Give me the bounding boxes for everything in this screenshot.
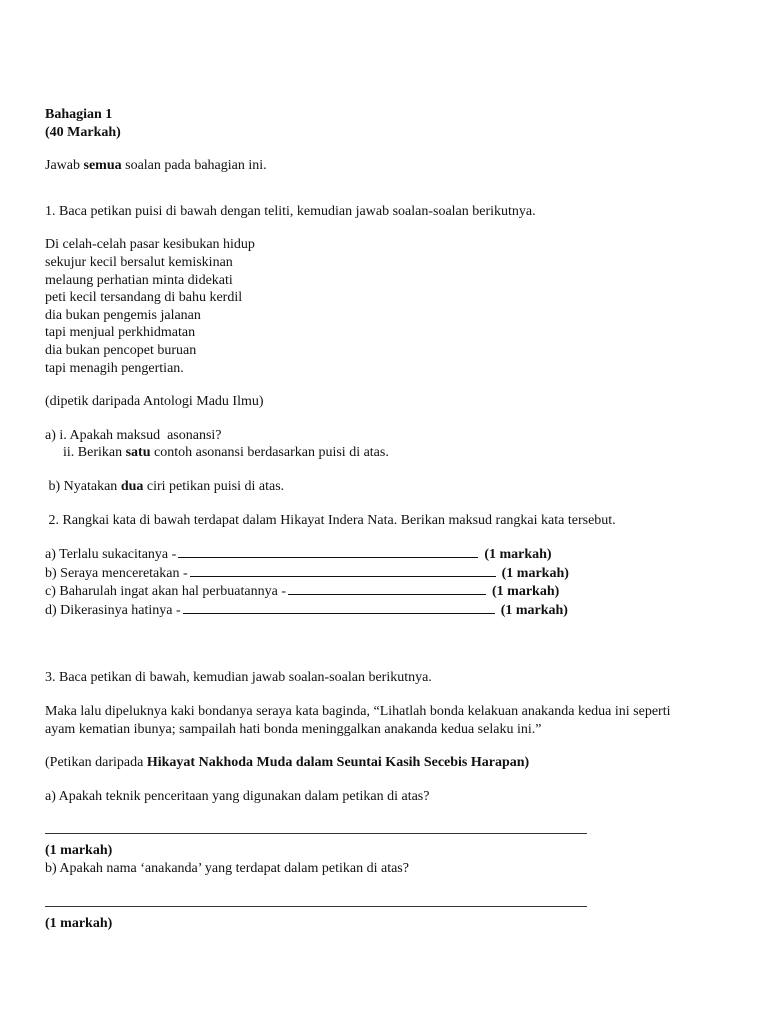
poem-line: dia bukan pengemis jalanan bbox=[45, 307, 201, 323]
poem bbox=[45, 236, 735, 377]
section-marks: (40 Markah) bbox=[45, 124, 121, 140]
q1-a-ii bbox=[45, 444, 735, 462]
q2-item bbox=[45, 601, 735, 620]
q2-item-mark: (1 markah) bbox=[501, 565, 569, 581]
q3-passage-line: ayam kematian ibunya; sampailah hati bonda meninggalkan anakanda kedua selaku ini.” bbox=[45, 721, 542, 737]
answer-blank[interactable] bbox=[288, 582, 486, 595]
poem-line: tapi menjual perkhidmatan bbox=[45, 325, 196, 341]
q1-a-i: a) i. Apakah maksud asonansi? bbox=[45, 427, 222, 443]
q2-item-label: c) Baharulah ingat akan hal perbuatannya - bbox=[45, 584, 287, 600]
answer-blank[interactable] bbox=[178, 545, 478, 558]
q3-a-mark: (1 markah) bbox=[45, 843, 113, 859]
poem-line: peti kecil tersandang di bahu kerdil bbox=[45, 290, 243, 306]
q1-a-ii-bold: satu bbox=[125, 445, 151, 461]
q2-item bbox=[45, 582, 735, 601]
q2-item bbox=[45, 564, 735, 583]
q2-item bbox=[45, 545, 735, 564]
poem-line: melaung perhatian minta didekati bbox=[45, 272, 233, 288]
answer-blank[interactable] bbox=[183, 601, 495, 614]
q2-item-mark: (1 markah) bbox=[492, 584, 560, 600]
instruction-pre: Jawab bbox=[45, 158, 84, 174]
q2-item-label: a) Terlalu sukacitanya - bbox=[45, 547, 177, 563]
poem-line: Di celah-celah pasar kesibukan hidup bbox=[45, 237, 255, 253]
poem-line: sekujur kecil bersalut kemiskinan bbox=[45, 254, 233, 270]
answer-blank[interactable] bbox=[190, 564, 496, 577]
q3-b: b) Apakah nama ‘anakanda’ yang terdapat dalam petikan di atas? bbox=[45, 861, 409, 877]
q1-b-bold: dua bbox=[120, 478, 144, 494]
q3-source-pre: (Petikan daripada bbox=[45, 755, 147, 771]
poem-source: (dipetik daripada Antologi Madu Ilmu) bbox=[45, 394, 264, 410]
instruction-bold: semua bbox=[83, 158, 122, 174]
q2-prompt: 2. Rangkai kata di bawah terdapat dalam Hikayat Indera Nata. Berikan maksud rangkai kata tersebut. bbox=[45, 512, 616, 528]
q3-source-bold: Hikayat Nakhoda Muda dalam Seuntai Kasih Secebis Harapan) bbox=[146, 755, 530, 771]
section-title: Bahagian 1 bbox=[45, 107, 113, 122]
q3-passage-line: Maka lalu dipeluknya kaki bondanya seraya kata baginda, “Lihatlah bonda kelakuan anakanda kedua ini seperti bbox=[45, 704, 671, 720]
q1-b-pre: b) Nyatakan bbox=[45, 478, 121, 494]
q3-b-mark: (1 markah) bbox=[45, 915, 113, 931]
q1-b-post: ciri petikan puisi di atas. bbox=[143, 478, 285, 494]
poem-line: dia bukan pencopet buruan bbox=[45, 342, 197, 358]
q3-a: a) Apakah teknik penceritaan yang digunakan dalam petikan di atas? bbox=[45, 788, 430, 804]
q1-a-ii-post: contoh asonansi berdasarkan puisi di atas. bbox=[150, 445, 389, 461]
q1-b bbox=[45, 478, 735, 496]
q3-prompt: 3. Baca petikan di bawah, kemudian jawab soalan-soalan berikutnya. bbox=[45, 670, 432, 686]
q1-prompt: 1. Baca petikan puisi di bawah dengan teliti, kemudian jawab soalan-soalan berikutnya. bbox=[45, 203, 536, 219]
q2-item-label: d) Dikerasinya hatinya - bbox=[45, 602, 181, 618]
q2-item-mark: (1 markah) bbox=[500, 602, 568, 618]
instruction bbox=[45, 157, 735, 175]
q3-source bbox=[45, 754, 735, 772]
exam-page bbox=[45, 106, 735, 932]
q2-item-label: b) Seraya menceretakan - bbox=[45, 565, 188, 581]
q1-a-ii-pre: ii. Berikan bbox=[63, 445, 126, 461]
q2-item-mark: (1 markah) bbox=[484, 547, 552, 563]
instruction-post: soalan pada bahagian ini. bbox=[121, 158, 267, 174]
poem-line: tapi menagih pengertian. bbox=[45, 360, 184, 376]
